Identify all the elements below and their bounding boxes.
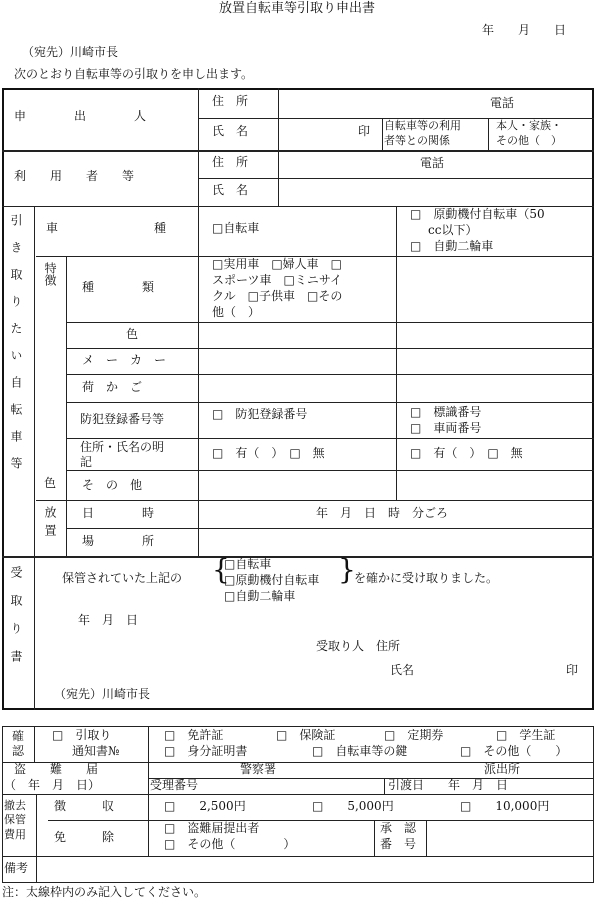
fee-5000[interactable]: □ 5,000円 [312, 799, 394, 813]
user-label: 利 用 者 等 [14, 169, 135, 183]
relation-label-2: 者等との関係 [384, 134, 450, 147]
key-checkbox[interactable]: □ 自転車等の鍵 [312, 744, 408, 758]
confirm-label-1: 確 [12, 729, 25, 743]
id-checkbox[interactable]: □ 身分証明書 [164, 744, 248, 758]
basket-label: 荷 か ご [82, 380, 143, 394]
applicant-seal: 印 [358, 124, 371, 138]
security-number-option[interactable]: □ 防犯登録番号 [212, 407, 308, 421]
intro-text: 次のとおり自転車等の引取りを申し出ます。 [14, 67, 254, 81]
theft-report-date: （ 年 月 日） [4, 778, 101, 792]
theft-report-label: 盗 難 届 [14, 762, 99, 776]
other-label: そ の 他 [82, 478, 143, 492]
receipt-date[interactable]: 年 月 日 [78, 613, 139, 627]
body-color-label: 色 [126, 327, 139, 341]
receipt-option-bicycle[interactable]: □自転車 [224, 557, 272, 571]
left-brace: { [212, 553, 230, 586]
bike-section-label: 引き取りたい自転車等 [9, 214, 23, 484]
maker-label: メ ー カ ー [82, 353, 167, 367]
remarks-label: 備考 [4, 861, 29, 875]
receipt-number-label: 受理番号 [150, 778, 199, 792]
receiver-name-label: 氏名 [390, 663, 415, 677]
security-number-label: 防犯登録番号等 [80, 412, 165, 426]
user-phone-label: 電話 [420, 156, 445, 170]
receipt-lead: 保管されていた上記の [62, 571, 183, 585]
addressee: （宛先）川崎市長 [22, 45, 119, 59]
receiver-address-label: 受取り人 住所 [316, 639, 401, 653]
type-option-moped[interactable]: □ 原動機付自転車（50 [410, 207, 545, 221]
kind-options-3[interactable]: クル □子供車 □その [212, 289, 343, 303]
police-station-label: 警察署 [240, 762, 277, 776]
applicant-phone-label: 電話 [490, 96, 515, 110]
name-marking-option-right[interactable]: □ 有（ ） □ 無 [410, 446, 523, 460]
exempt-theft-option[interactable]: □ 盗難届提出者 [164, 821, 260, 835]
receipt-option-motorcycle[interactable]: □自動二輪車 [224, 589, 296, 603]
type-option-moped-cc: cc以下） [428, 223, 478, 237]
vehicle-type-label: 車 種 [46, 221, 167, 235]
exempt-label: 免 除 [54, 830, 115, 844]
approval-label-1: 承 認 [380, 821, 417, 835]
fee-10000[interactable]: □ 10,000円 [460, 799, 550, 813]
confirm-label-2: 認 [12, 744, 25, 758]
user-address-label: 住 所 [212, 155, 249, 169]
name-marking-label: 住所・氏名の明 [80, 440, 165, 454]
place-input[interactable] [202, 532, 588, 550]
applicant-name-input[interactable] [280, 126, 350, 142]
form-title: 放置自転車等引取り申出書 [218, 1, 375, 16]
frame-number-option[interactable]: □ 車両番号 [410, 421, 482, 435]
plate-number-option[interactable]: □ 標識番号 [410, 405, 482, 419]
name-marking-label-2: 記 [80, 455, 93, 469]
type-option-bicycle[interactable]: □自転車 [212, 221, 260, 235]
datetime-value[interactable]: 年 月 日 時 分ごろ [316, 506, 449, 520]
applicant-address-input[interactable] [280, 98, 380, 114]
relation-label-1: 自転車等の利用 [384, 119, 461, 132]
name-marking-option-left[interactable]: □ 有（ ） □ 無 [212, 446, 325, 460]
collect-label: 徴 収 [54, 799, 115, 813]
student-checkbox[interactable]: □ 学生証 [496, 728, 556, 742]
user-name-input[interactable] [282, 186, 582, 202]
other-checkbox[interactable]: □ その他（ ） [460, 744, 568, 758]
receipt-section-label: 受取り書 [9, 566, 23, 678]
kind-label: 種 類 [82, 280, 155, 294]
datetime-label: 日 時 [82, 506, 155, 520]
notice-checkbox[interactable]: □ 引取り [52, 728, 112, 742]
applicant-address-label: 住 所 [212, 94, 249, 108]
footer-note: 注：太線枠内のみ記入してください。 [2, 885, 207, 899]
receipt-tail: を確かに受け取りました。 [354, 571, 499, 585]
feature-color-label: 色 [44, 476, 57, 490]
type-option-motorcycle[interactable]: □ 自動二輪車 [410, 239, 494, 253]
pass-checkbox[interactable]: □ 定期券 [384, 728, 444, 742]
relation-options-1[interactable]: 本人・家族・ [496, 119, 562, 132]
notice-number-label: 通知書№ [72, 744, 120, 758]
fee-2500[interactable]: □ 2,500円 [164, 799, 246, 813]
exempt-other-option[interactable]: □ その他（ ） [164, 837, 296, 851]
receiver-address-input[interactable] [420, 642, 580, 658]
kind-options-1[interactable]: □実用車 □婦人車 □ [212, 257, 343, 271]
police-box-label: 派出所 [484, 762, 521, 776]
approval-label-2: 番 号 [380, 837, 417, 851]
kind-options-4[interactable]: 他（ ） [212, 305, 261, 319]
license-checkbox[interactable]: □ 免許証 [164, 728, 224, 742]
receipt-option-moped[interactable]: □原動機付自転車 [224, 573, 320, 587]
handover-date-label: 引渡日 年 月 日 [388, 778, 509, 792]
receiver-name-input[interactable] [420, 665, 550, 681]
receipt-addressee: （宛先）川崎市長 [54, 687, 151, 701]
relation-options-2[interactable]: その他（ ） [496, 134, 562, 147]
feature-label: 特徴 [43, 262, 57, 286]
place-label: 場 所 [82, 534, 155, 548]
user-name-label: 氏 名 [212, 183, 249, 197]
application-date[interactable]: 年 月 日 [482, 23, 567, 37]
receiver-seal: 印 [566, 663, 579, 677]
left-place-label: 放置 [43, 506, 57, 542]
insurance-checkbox[interactable]: □ 保険証 [276, 728, 336, 742]
right-brace: } [338, 553, 356, 586]
applicant-label: 申 出 人 [14, 109, 147, 123]
applicant-name-label: 氏 名 [212, 124, 249, 138]
kind-options-2[interactable]: スポーツ車 □ミニサイ [212, 273, 343, 287]
cost-label: 撤去保管費用 [4, 799, 26, 841]
user-address-input[interactable] [282, 158, 402, 174]
